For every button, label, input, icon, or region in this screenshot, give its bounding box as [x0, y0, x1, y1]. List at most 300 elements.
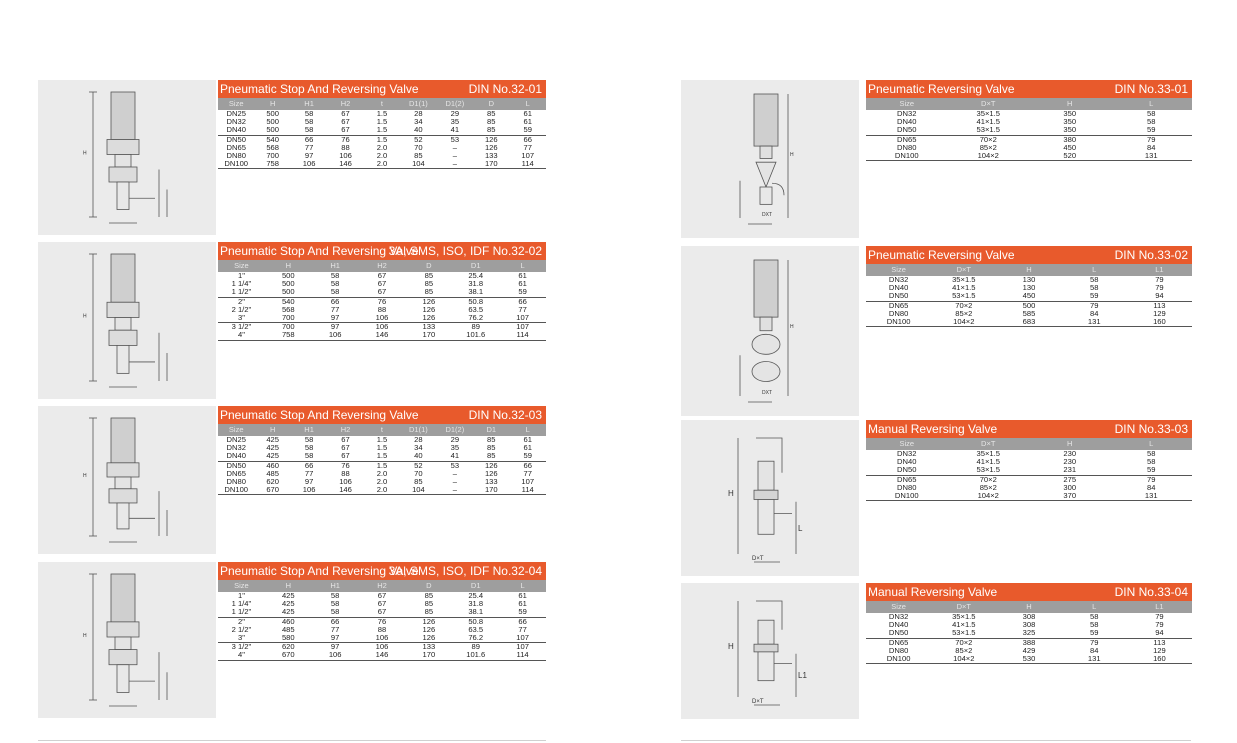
table-cell: 101.6: [466, 331, 486, 340]
table-cell: 485: [266, 469, 279, 478]
spec-table: [866, 583, 1192, 664]
dimension-l-label: L1: [798, 670, 807, 680]
table-row: [218, 118, 546, 126]
table-row: [218, 288, 546, 296]
table-cell: 85: [487, 452, 496, 461]
table-cell: 230: [1063, 450, 1077, 458]
table-row: [866, 135, 1192, 144]
column-header: Size: [234, 261, 249, 270]
dimension-h-label: H: [728, 489, 734, 498]
table-cell: 76: [341, 461, 350, 470]
column-header: D×T: [981, 99, 996, 108]
table-row: [218, 135, 546, 144]
table-cell: 58: [304, 444, 314, 453]
table-cell: –: [452, 486, 457, 495]
table-cell: 85×2: [955, 646, 973, 655]
table-cell: 500: [281, 272, 295, 280]
table-cell: 3 1/2": [231, 323, 252, 332]
table-cell: 500: [266, 126, 279, 135]
product-title: Pneumatic Reversing Valve: [868, 248, 1015, 262]
column-header: H: [269, 425, 276, 434]
dimension-h-label: H: [790, 152, 794, 158]
table-cell: 79: [1155, 613, 1164, 621]
table-header-row: [218, 98, 546, 110]
column-header: D1(1): [409, 99, 428, 108]
table-cell: 50.8: [468, 617, 484, 626]
column-header: H2: [340, 425, 351, 434]
table-cell: 67: [341, 118, 350, 127]
product-standard: 3A, SMS, ISO, IDF No.32-02: [388, 244, 542, 258]
table-cell: 425: [266, 436, 279, 444]
table-cell: 170: [422, 331, 436, 340]
table-header-row: [866, 98, 1192, 110]
table-cell: 113: [1153, 638, 1166, 647]
table-cell: DN65: [897, 135, 917, 144]
valve-diagram-icon: [681, 583, 859, 719]
table-cell: 41×1.5: [976, 458, 1000, 467]
table-title-bar: [218, 562, 546, 580]
table-cell: DN50: [226, 461, 246, 470]
valve-diagram-icon: [38, 242, 216, 399]
table-cell: DN50: [888, 629, 909, 638]
table-cell: 66: [330, 617, 340, 626]
table-cell: DN40: [888, 621, 909, 630]
table-cell: 77: [518, 305, 527, 314]
table-cell: 126: [422, 633, 436, 642]
column-header: Size: [891, 602, 906, 611]
table-cell: 25.4: [468, 592, 484, 600]
table-row: [218, 160, 546, 168]
table-cell: 104: [412, 160, 425, 169]
table-cell: 61: [518, 592, 527, 600]
table-cell: 58: [304, 436, 314, 444]
table-cell: 41: [450, 126, 460, 135]
table-cell: 350: [1063, 126, 1077, 135]
table-cell: DN32: [226, 118, 246, 127]
table-row: [218, 280, 546, 288]
table-row: [866, 126, 1192, 134]
table-cell: 107: [516, 323, 529, 332]
table-cell: DN40: [226, 452, 246, 461]
table-cell: 85: [414, 151, 423, 160]
table-row: [866, 450, 1192, 458]
table-cell: 350: [1063, 110, 1077, 118]
table-cell: 106: [375, 643, 389, 652]
table-cell: 97: [304, 151, 314, 160]
product-standard: DIN No.33-04: [1114, 585, 1188, 599]
table-row: [218, 642, 546, 651]
table-cell: DN100: [894, 491, 919, 500]
table-cell: 35×1.5: [976, 110, 1000, 118]
table-cell: 308: [1022, 621, 1036, 630]
table-cell: 85: [424, 592, 434, 600]
table-cell: DN50: [226, 135, 246, 144]
column-header: Size: [234, 581, 249, 590]
table-cell: 275: [1063, 475, 1077, 484]
spec-table: [866, 80, 1192, 161]
column-header: L: [520, 581, 525, 590]
table-row: [218, 152, 546, 160]
table-header-row: [866, 264, 1192, 276]
table-row: [218, 470, 546, 478]
valve-drawing: [681, 246, 859, 416]
table-cell: 131: [1144, 491, 1158, 500]
table-cell: 85: [424, 280, 434, 289]
table-title-bar: [866, 246, 1192, 264]
column-header: H: [1067, 99, 1073, 108]
table-cell: 79: [1155, 621, 1164, 630]
valve-drawing: [681, 420, 859, 576]
table-row: [866, 655, 1192, 663]
table-cell: 84: [1089, 309, 1099, 318]
product-block: [681, 80, 1192, 238]
table-cell: 76: [377, 297, 387, 306]
table-cell: 620: [266, 477, 279, 486]
column-header: Size: [228, 99, 244, 108]
table-cell: 67: [341, 444, 350, 453]
table-row: [218, 452, 546, 460]
table-cell: 76: [377, 617, 387, 626]
table-end-rule: [866, 326, 1192, 327]
dimension-dxt-label: DXT: [762, 212, 772, 218]
column-header: D: [426, 261, 432, 270]
column-header: Size: [228, 425, 244, 434]
table-cell: 67: [377, 608, 387, 617]
table-row: [866, 484, 1192, 492]
column-header: D×T: [956, 602, 971, 611]
table-cell: 77: [330, 305, 340, 314]
table-cell: 129: [1153, 646, 1166, 655]
table-cell: 67: [377, 280, 387, 289]
table-cell: 2.0: [376, 143, 388, 152]
table-cell: 160: [1153, 654, 1166, 663]
table-cell: 67: [341, 436, 350, 444]
table-row: [866, 152, 1192, 160]
table-cell: 113: [1153, 301, 1166, 310]
table-cell: 94: [1155, 629, 1164, 638]
table-cell: 70×2: [955, 638, 973, 647]
column-header: D×T: [956, 265, 971, 274]
table-end-rule: [866, 500, 1192, 501]
table-cell: 84: [1089, 646, 1099, 655]
table-cell: 2": [237, 617, 245, 626]
table-cell: 61: [523, 436, 532, 444]
table-cell: 231: [1063, 466, 1077, 475]
table-cell: 29: [450, 436, 460, 444]
table-cell: 50.8: [468, 297, 484, 306]
footer-rule-right: [681, 740, 1191, 741]
table-cell: –: [452, 143, 457, 152]
table-cell: 88: [377, 305, 387, 314]
table-row: [218, 297, 546, 306]
table-cell: 425: [281, 592, 295, 600]
table-cell: 70: [414, 469, 423, 478]
table-title-bar: [866, 420, 1192, 438]
table-title-bar: [218, 242, 546, 260]
table-cell: 107: [516, 313, 529, 322]
spec-table: [218, 406, 546, 495]
column-header: H2: [377, 581, 387, 590]
table-cell: 146: [339, 160, 352, 169]
table-cell: 620: [281, 643, 295, 652]
table-cell: 106: [328, 651, 342, 660]
table-cell: 107: [521, 151, 535, 160]
table-cell: 58: [1147, 110, 1156, 118]
dimension-h-label: H: [790, 324, 794, 330]
column-header: L: [1092, 602, 1097, 611]
column-header: H1: [304, 425, 314, 434]
table-cell: 53×1.5: [952, 292, 976, 301]
table-cell: 85: [487, 444, 496, 453]
table-cell: DN80: [888, 646, 909, 655]
table-cell: 160: [1153, 317, 1166, 326]
table-cell: 79: [1147, 135, 1156, 144]
table-cell: –: [452, 160, 457, 169]
table-cell: 380: [1063, 135, 1077, 144]
table-cell: 35: [450, 118, 460, 127]
table-cell: 170: [422, 651, 436, 660]
table-cell: 1 1/2": [231, 608, 252, 617]
valve-diagram-icon: [681, 420, 859, 576]
table-cell: DN32: [888, 613, 909, 621]
table-cell: 370: [1063, 491, 1077, 500]
table-cell: 58: [1147, 450, 1156, 458]
table-cell: 106: [375, 633, 389, 642]
table-cell: 58: [304, 118, 314, 127]
product-block: [681, 583, 1192, 719]
column-header: D1(1): [409, 425, 428, 434]
table-cell: 61: [518, 600, 527, 609]
product-block: [38, 242, 546, 399]
table-cell: 1 1/4": [231, 280, 252, 289]
column-header: D1(2): [445, 99, 465, 108]
table-cell: 500: [1022, 301, 1036, 310]
table-cell: 59: [518, 608, 527, 617]
table-cell: 52: [414, 461, 423, 470]
table-cell: 2.0: [376, 160, 388, 169]
table-cell: 58: [1089, 284, 1099, 293]
product-title: Pneumatic Stop And Reversing Valve: [220, 82, 419, 96]
valve-diagram-icon: [38, 406, 216, 554]
table-cell: 146: [339, 486, 352, 495]
product-title: Pneumatic Stop And Reversing Valve: [220, 564, 419, 578]
table-cell: 67: [341, 110, 350, 118]
table-cell: 2": [237, 297, 245, 306]
table-title-bar: [866, 80, 1192, 98]
valve-diagram-icon: [681, 80, 859, 238]
product-title: Pneumatic Stop And Reversing Valve: [220, 408, 419, 422]
table-cell: DN25: [226, 436, 246, 444]
table-cell: 425: [266, 452, 279, 461]
column-header: H: [1026, 265, 1032, 274]
product-block: [38, 406, 546, 554]
table-header-row: [866, 438, 1192, 450]
column-header: H1: [330, 261, 340, 270]
product-title: Pneumatic Stop And Reversing Valve: [220, 244, 419, 258]
table-cell: 85: [487, 126, 496, 135]
table-cell: 59: [523, 126, 532, 135]
table-cell: 2.0: [376, 486, 388, 495]
spec-table: [218, 242, 546, 341]
table-cell: 568: [266, 143, 279, 152]
table-cell: –: [452, 469, 457, 478]
column-header: D×T: [981, 439, 996, 448]
column-header: D1: [486, 425, 497, 434]
table-row: [218, 592, 546, 600]
table-cell: 67: [341, 126, 350, 135]
table-cell: 1": [237, 592, 245, 600]
column-header: L: [1149, 99, 1154, 108]
table-row: [866, 621, 1192, 629]
valve-drawing: [681, 80, 859, 238]
table-cell: 104: [412, 486, 425, 495]
column-header: D: [426, 581, 432, 590]
valve-drawing: [38, 242, 216, 399]
table-cell: 3": [237, 313, 245, 322]
table-cell: 41×1.5: [952, 284, 976, 293]
table-cell: 107: [516, 633, 529, 642]
table-cell: 114: [521, 486, 534, 495]
table-cell: 500: [281, 288, 295, 297]
table-cell: 66: [330, 297, 340, 306]
table-row: [866, 292, 1192, 300]
table-cell: DN50: [897, 126, 917, 135]
table-row: [218, 331, 546, 339]
table-cell: DN65: [897, 475, 917, 484]
table-cell: 300: [1063, 483, 1077, 492]
table-cell: 79: [1155, 284, 1164, 293]
table-row: [866, 118, 1192, 126]
table-cell: 114: [516, 651, 529, 660]
table-cell: 450: [1063, 143, 1077, 152]
table-cell: 126: [422, 617, 436, 626]
table-row: [218, 478, 546, 486]
table-cell: 3 1/2": [231, 643, 252, 652]
product-title: Manual Reversing Valve: [868, 422, 998, 436]
product-block: [38, 80, 546, 235]
table-cell: 580: [281, 633, 295, 642]
table-cell: 59: [518, 288, 527, 297]
table-cell: 66: [523, 461, 532, 470]
column-header: L: [520, 261, 525, 270]
table-cell: 106: [375, 313, 389, 322]
table-cell: 114: [516, 331, 529, 340]
table-cell: 88: [377, 625, 387, 634]
column-header: H: [269, 99, 276, 108]
table-cell: 126: [484, 135, 498, 144]
column-header: D1(2): [445, 425, 465, 434]
product-block: [681, 246, 1192, 416]
table-cell: 126: [422, 305, 436, 314]
column-header: t: [380, 425, 384, 434]
table-cell: 88: [341, 143, 350, 152]
table-cell: 58: [330, 592, 340, 600]
valve-drawing: [38, 562, 216, 718]
table-cell: 85: [424, 272, 434, 280]
table-row: [866, 284, 1192, 292]
table-cell: 38.1: [468, 288, 484, 297]
table-cell: 107: [516, 643, 529, 652]
table-cell: 58: [304, 110, 314, 118]
table-row: [218, 444, 546, 452]
table-end-rule: [218, 168, 546, 169]
table-cell: 758: [266, 160, 279, 169]
table-cell: 61: [523, 444, 532, 453]
table-cell: 41: [450, 452, 460, 461]
table-cell: 58: [1147, 458, 1156, 467]
column-header: Size: [899, 99, 915, 108]
table-cell: 59: [1147, 466, 1156, 475]
footer-rule-left: [38, 740, 546, 741]
table-cell: 104×2: [977, 151, 999, 160]
table-cell: 4": [237, 331, 245, 340]
table-cell: 388: [1022, 638, 1036, 647]
dimension-h-label: H: [83, 150, 87, 157]
table-cell: 131: [1087, 654, 1101, 663]
column-header: L1: [1155, 265, 1164, 274]
table-cell: 35×1.5: [976, 450, 1000, 458]
table-row: [866, 647, 1192, 655]
table-cell: 61: [518, 272, 527, 280]
table-cell: 58: [330, 280, 340, 289]
table-cell: 70×2: [955, 301, 973, 310]
column-header: H2: [377, 261, 387, 270]
dimension-dxt-label: DXT: [762, 390, 772, 396]
table-cell: 67: [377, 272, 387, 280]
table-cell: 104×2: [977, 491, 999, 500]
column-header: H: [285, 261, 291, 270]
table-cell: 76.2: [468, 313, 484, 322]
table-cell: 308: [1022, 613, 1036, 621]
table-row: [218, 486, 546, 494]
table-cell: DN80: [226, 477, 246, 486]
table-cell: 758: [281, 331, 295, 340]
table-cell: 77: [330, 625, 340, 634]
table-cell: 170: [484, 160, 498, 169]
table-cell: 61: [518, 280, 527, 289]
table-cell: 89: [471, 323, 480, 332]
table-cell: 670: [281, 651, 295, 660]
table-row: [218, 608, 546, 616]
table-header-row: [218, 424, 546, 436]
table-cell: 70×2: [979, 135, 997, 144]
column-header: L: [1149, 439, 1154, 448]
table-row: [866, 276, 1192, 284]
table-cell: 35: [450, 444, 460, 453]
table-cell: 59: [523, 452, 532, 461]
table-cell: DN40: [897, 118, 917, 127]
table-cell: 1.5: [376, 436, 388, 444]
table-cell: 66: [304, 135, 314, 144]
table-header-row: [218, 260, 546, 272]
table-row: [218, 626, 546, 634]
table-cell: 700: [266, 151, 279, 160]
table-cell: 429: [1022, 646, 1036, 655]
table-cell: 530: [1022, 654, 1036, 663]
table-cell: DN32: [888, 276, 909, 284]
table-cell: 29: [450, 110, 460, 118]
table-cell: 450: [1022, 292, 1036, 301]
column-header: D1: [470, 581, 481, 590]
table-end-rule: [218, 340, 546, 341]
table-header-row: [866, 601, 1192, 613]
table-cell: DN25: [226, 110, 246, 118]
column-header: L: [1092, 265, 1097, 274]
table-cell: 97: [330, 643, 340, 652]
spec-table: [218, 562, 546, 661]
column-header: L: [525, 99, 530, 108]
table-cell: 59: [1089, 292, 1099, 301]
